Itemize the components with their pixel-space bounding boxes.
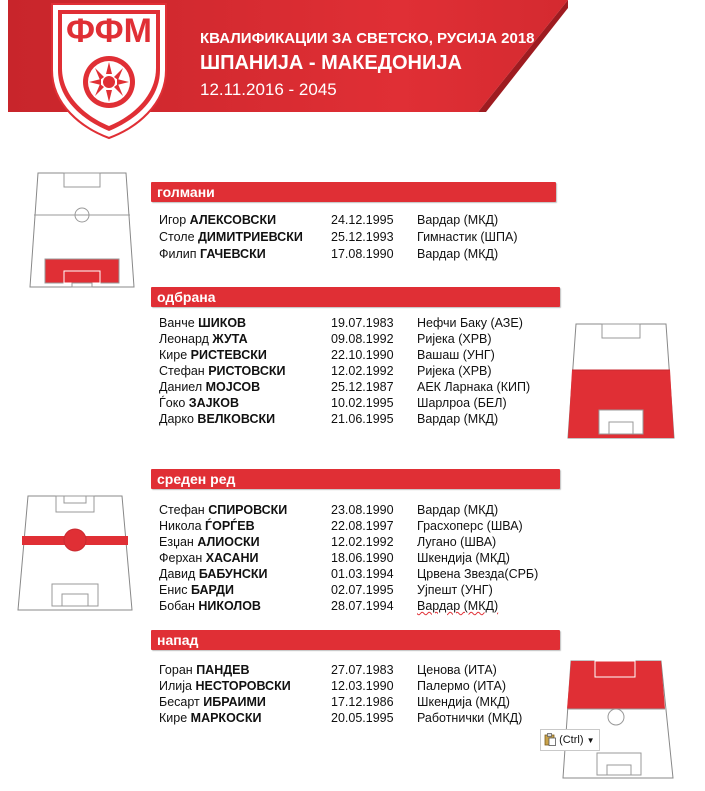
match-datetime: 12.11.2016 - 2045 <box>200 80 337 99</box>
player-dob: 10.02.1995 <box>331 396 394 410</box>
player-club: Гимнастик (ШПА) <box>417 230 518 244</box>
player-club: Нефчи Баку (АЗЕ) <box>417 316 523 330</box>
player-name: Ферхан ХАСАНИ <box>159 551 259 565</box>
player-dob: 20.05.1995 <box>331 711 394 725</box>
player-club: Вардар (МКД) <box>417 213 499 227</box>
player-club: Шкендија (МКД) <box>417 695 510 709</box>
section-header-goalkeepers: голмани <box>151 182 556 202</box>
player-dob: 02.07.1995 <box>331 583 394 597</box>
player-name: Бобан НИКОЛОВ <box>159 599 261 613</box>
player-club: Вардар (МКД) <box>417 247 499 261</box>
player-dob: 18.06.1990 <box>331 551 394 565</box>
player-dob: 22.10.1990 <box>331 348 394 362</box>
player-dob: 23.08.1990 <box>331 503 394 517</box>
section-header-defence: одбрана <box>151 287 560 307</box>
player-club: Вардар (МКД) <box>417 412 499 426</box>
player-name: Дарко ВЕЛКОВСКИ <box>159 412 276 426</box>
player-dob: 24.12.1995 <box>331 213 394 227</box>
player-dob: 21.06.1995 <box>331 412 394 426</box>
player-club: АЕК Ларнака (КИП) <box>417 380 531 394</box>
player-dob: 01.03.1994 <box>331 567 394 581</box>
match-title: ШПАНИЈА - МАКЕДОНИЈА <box>200 52 462 74</box>
player-name: Давид БАБУНСКИ <box>159 567 268 581</box>
clipboard-icon <box>544 733 556 746</box>
player-name: Илија НЕСТОРОВСКИ <box>159 679 291 693</box>
competition-title: КВАЛИФИКАЦИИ ЗА СВЕТСКО, РУСИЈА 2018 <box>200 30 535 47</box>
player-club: Палермо (ИТА) <box>417 679 507 693</box>
player-dob: 17.08.1990 <box>331 247 394 261</box>
player-dob: 25.12.1987 <box>331 380 394 394</box>
player-club: Вашаш (УНГ) <box>417 348 495 362</box>
player-name: Енис БАРДИ <box>159 583 234 597</box>
player-club: Лугано (ШВА) <box>417 535 497 549</box>
pitch-goalkeepers <box>28 171 136 289</box>
pitch-midfield <box>16 494 134 612</box>
player-name: Езџан АЛИОСКИ <box>159 535 260 549</box>
player-club: Грасхоперс (ШВА) <box>417 519 523 533</box>
player-dob: 28.07.1994 <box>331 599 394 613</box>
pitch-attack <box>561 659 676 780</box>
pitch-defence <box>566 322 676 440</box>
player-dob: 12.03.1990 <box>331 679 394 693</box>
player-club: Шкендија (МКД) <box>417 551 510 565</box>
player-name: Леонард ЖУТА <box>159 332 248 346</box>
player-name: Горан ПАНДЕВ <box>159 663 250 677</box>
section-header-attack: напад <box>151 630 560 650</box>
player-club: Шарлроа (БЕЛ) <box>417 396 507 410</box>
ffm-logo <box>46 0 172 140</box>
player-club: Вардар (МКД) <box>417 503 499 517</box>
logo-text: ФФМ <box>66 12 152 50</box>
section-header-midfield: среден ред <box>151 469 560 489</box>
player-dob: 09.08.1992 <box>331 332 394 346</box>
player-club: Вардар (МКД) <box>417 599 499 613</box>
player-club: Ценова (ИТА) <box>417 663 497 677</box>
player-club: Ријека (ХРВ) <box>417 332 492 346</box>
player-name: Даниел МОЈСОВ <box>159 380 261 394</box>
player-club: Ријека (ХРВ) <box>417 364 492 378</box>
player-name: Стефан СПИРОВСКИ <box>159 503 288 517</box>
player-dob: 19.07.1983 <box>331 316 394 330</box>
player-club: Црвена Звезда(СРБ) <box>417 567 539 581</box>
chevron-down-icon: ▼ <box>586 736 595 745</box>
paste-options-button[interactable] <box>540 729 600 751</box>
player-dob: 12.02.1992 <box>331 364 394 378</box>
player-dob: 22.08.1997 <box>331 519 394 533</box>
player-name: Кире МАРКОСКИ <box>159 711 262 725</box>
paste-options-label: (Ctrl) <box>559 734 584 746</box>
player-dob: 17.12.1986 <box>331 695 394 709</box>
player-dob: 25.12.1993 <box>331 230 394 244</box>
player-name: Стефан РИСТОВСКИ <box>159 364 286 378</box>
player-name: Столе ДИМИТРИЕВСКИ <box>159 230 303 244</box>
player-name: Игор АЛЕКСОВСКИ <box>159 213 277 227</box>
player-name: Кире РИСТЕВСКИ <box>159 348 267 362</box>
player-dob: 12.02.1992 <box>331 535 394 549</box>
player-name: Филип ГАЧЕВСКИ <box>159 247 266 261</box>
player-name: Ѓоко ЗАЈКОВ <box>159 396 239 410</box>
player-club: Работнички (МКД) <box>417 711 523 725</box>
player-name: Бесарт ИБРАИМИ <box>159 695 266 709</box>
player-name: Ванче ШИКОВ <box>159 316 247 330</box>
player-name: Никола ЃОРЃЕВ <box>159 519 255 533</box>
player-club: Ујпешт (УНГ) <box>417 583 493 597</box>
player-dob: 27.07.1983 <box>331 663 394 677</box>
